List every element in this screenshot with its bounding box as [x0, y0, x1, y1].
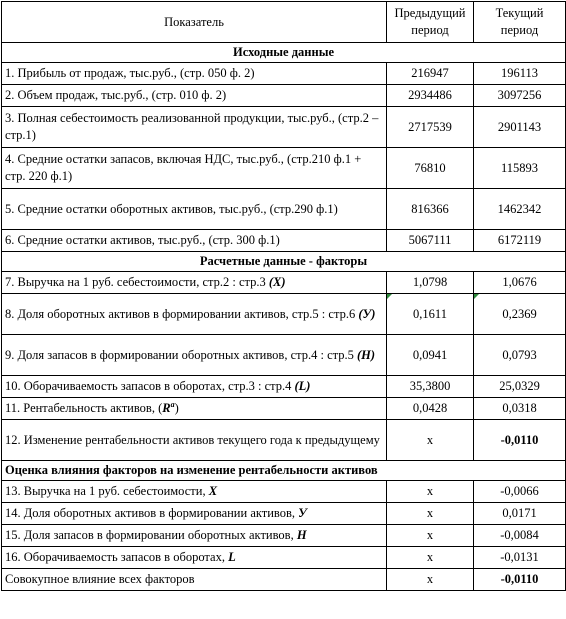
row-prev-value: 0,0941: [387, 335, 474, 376]
table-row: [2, 398, 566, 420]
row-label: 9. Доля запасов в формировании оборотных активов, стр.4 : стр.5: [5, 347, 357, 362]
comment-marker-icon: [474, 294, 479, 299]
row-label: 3. Полная себестоимость реализованной продукции, тыс.руб., (стр.2 – стр.1): [2, 107, 387, 148]
row-label: 8. Доля оборотных активов в формировании активов, стр.5 : стр.6: [5, 306, 359, 321]
row-prev-value: 35,3800: [387, 376, 474, 398]
row-prev-value: х: [387, 420, 474, 461]
row-curr-value: 6172119: [474, 230, 566, 252]
row-label-cell: [2, 272, 387, 294]
row-label: 16. Оборачиваемость запасов в оборотах,: [5, 550, 229, 564]
row-prev-value: 5067111: [387, 230, 474, 252]
table-row: [2, 420, 566, 461]
row-label-cell: 11. Рентабельность активов, $(R^a)$: [2, 398, 387, 420]
row-prev-value: х: [387, 569, 474, 591]
row-curr-value: -0,0066: [474, 481, 566, 503]
header-indicator: Показатель: [2, 2, 387, 43]
row-label-cell: [2, 481, 387, 503]
row-prev-value: 1,0798: [387, 272, 474, 294]
row-label: 2. Объем продаж, тыс.руб., (стр. 010 ф. 2): [2, 85, 387, 107]
section-row: [2, 252, 566, 272]
row-curr-value: 25,0329: [474, 376, 566, 398]
row-label: Совокупное влияние всех факторов: [2, 569, 387, 591]
row-curr-value-cell: [474, 294, 566, 335]
section-row: [2, 461, 566, 481]
row-curr-value: 1,0676: [474, 272, 566, 294]
row-curr-value: 3097256: [474, 85, 566, 107]
row-curr-value: 0,2369: [502, 306, 537, 321]
factor-analysis-table: [1, 1, 566, 591]
section-title-source: Исходные данные: [2, 43, 566, 63]
factor-symbol: L: [228, 550, 236, 564]
factor-symbol: (У): [358, 306, 376, 321]
row-label-cell: [2, 525, 387, 547]
table-row: [2, 503, 566, 525]
row-label: 15. Доля запасов в формировании оборотных активов,: [5, 528, 297, 542]
row-curr-value: -0,0084: [474, 525, 566, 547]
table-row: [2, 335, 566, 376]
table-row: [2, 272, 566, 294]
row-label: 12. Изменение рентабельности активов текущего года к предыдущему: [2, 420, 387, 461]
row-curr-value: 1462342: [474, 189, 566, 230]
table-row: [2, 63, 566, 85]
table-row: [2, 189, 566, 230]
row-label-cell: [2, 335, 387, 376]
table-row: [2, 85, 566, 107]
row-label-cell: [2, 503, 387, 525]
factor-superscript: a: [170, 399, 175, 409]
row-prev-value: х: [387, 503, 474, 525]
row-label: 13. Выручка на 1 руб. себестоимости,: [5, 484, 209, 498]
row-curr-value: 196113: [474, 63, 566, 85]
table-row: [2, 569, 566, 591]
row-label: 1. Прибыль от продаж, тыс.руб., (стр. 050 ф. 2): [2, 63, 387, 85]
factor-symbol: (Х): [268, 275, 286, 289]
header-prev-period: Предыдущий период: [387, 2, 474, 43]
table-row: [2, 148, 566, 189]
row-label-cell: [2, 547, 387, 569]
factor-symbol: Н: [296, 528, 307, 542]
row-curr-value: 0,0171: [474, 503, 566, 525]
row-curr-value: -0,0110: [474, 420, 566, 461]
row-label-cell: [2, 294, 387, 335]
table-row: [2, 547, 566, 569]
section-title-calc: Расчетные данные - факторы: [2, 252, 566, 272]
row-curr-value: 2901143: [474, 107, 566, 148]
row-prev-value: х: [387, 525, 474, 547]
row-prev-value: х: [387, 547, 474, 569]
header-row: [2, 2, 566, 43]
table-row: [2, 230, 566, 252]
row-prev-value: 816366: [387, 189, 474, 230]
row-prev-value: 0,0428: [387, 398, 474, 420]
row-curr-value: 0,0793: [474, 335, 566, 376]
row-prev-value: 76810: [387, 148, 474, 189]
row-label: 5. Средние остатки оборотных активов, тыс.руб., (стр.290 ф.1): [2, 189, 387, 230]
section-title-influence: Оценка влияния факторов на изменение рентабельности активов: [2, 461, 566, 481]
factor-symbol: У: [298, 506, 307, 520]
row-prev-value: х: [387, 481, 474, 503]
row-label: 11. Рентабельность активов,: [5, 401, 159, 415]
header-curr-period: Текущий период: [474, 2, 566, 43]
row-prev-value-cell: [387, 294, 474, 335]
factor-symbol: (L): [294, 379, 311, 393]
row-label-cell: [2, 376, 387, 398]
table-row: [2, 481, 566, 503]
row-label: 7. Выручка на 1 руб. себестоимости, стр.2 : стр.3: [5, 275, 269, 289]
factor-symbol: R: [162, 401, 171, 415]
factor-symbol: (Н): [357, 347, 376, 362]
table-row: [2, 376, 566, 398]
comment-marker-icon: [387, 294, 392, 299]
row-curr-value: 0,0318: [474, 398, 566, 420]
section-row: [2, 43, 566, 63]
row-curr-value: -0,0131: [474, 547, 566, 569]
row-prev-value: 216947: [387, 63, 474, 85]
row-prev-value: 0,1611: [413, 306, 447, 321]
row-label: 14. Доля оборотных активов в формировании активов,: [5, 506, 299, 520]
table-row: [2, 294, 566, 335]
row-label: 4. Средние остатки запасов, включая НДС, тыс.руб., (стр.210 ф.1 + стр. 220 ф.1): [2, 148, 387, 189]
row-label: 10. Оборачиваемость запасов в оборотах, стр.3 : стр.4: [5, 379, 295, 393]
factor-symbol: X: [208, 484, 218, 498]
row-curr-value: -0,0110: [474, 569, 566, 591]
table-row: [2, 107, 566, 148]
row-prev-value: 2717539: [387, 107, 474, 148]
row-curr-value: 115893: [474, 148, 566, 189]
table-row: [2, 525, 566, 547]
row-label: 6. Средние остатки активов, тыс.руб., (стр. 300 ф.1): [2, 230, 387, 252]
row-prev-value: 2934486: [387, 85, 474, 107]
